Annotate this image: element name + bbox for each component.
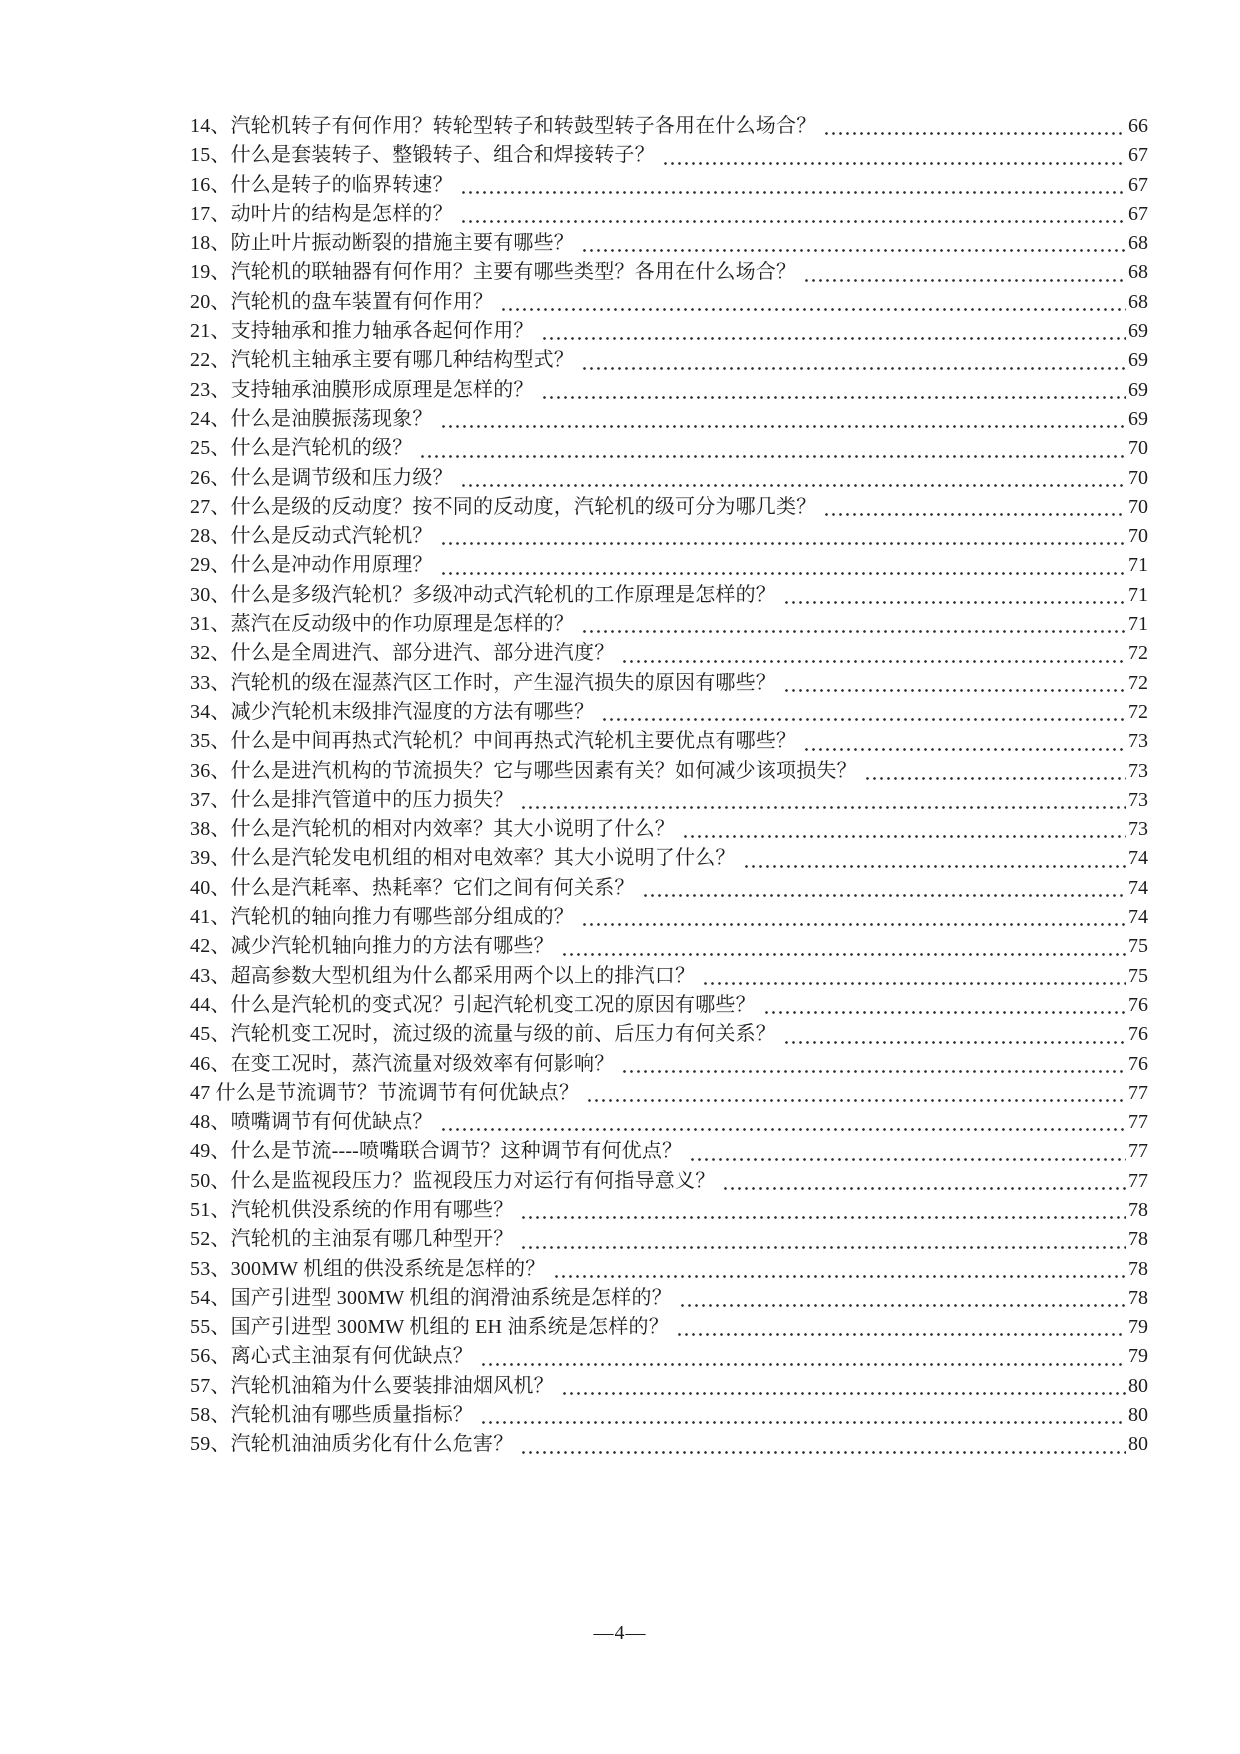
- toc-entry-page: 74: [1128, 906, 1148, 929]
- toc-entry: [190, 669, 1148, 698]
- toc-entry-page: 76: [1128, 1023, 1148, 1046]
- dotted-leader: [520, 805, 1126, 810]
- toc-entry-page: 78: [1128, 1286, 1148, 1309]
- toc-entry: [190, 962, 1148, 991]
- dotted-leader: [419, 454, 1126, 459]
- dotted-leader: [702, 981, 1126, 986]
- dotted-leader: [682, 834, 1126, 839]
- toc-entry: [190, 376, 1148, 405]
- dotted-leader: [581, 248, 1126, 253]
- dotted-leader: [480, 1362, 1126, 1367]
- toc-entry-page: 68: [1128, 261, 1148, 284]
- toc-entry-title: 24、什么是油膜振荡现象？: [190, 407, 433, 430]
- toc-entry-page: 77: [1128, 1111, 1148, 1134]
- toc-entry: [190, 346, 1148, 375]
- dotted-leader: [561, 952, 1126, 957]
- toc-entry: [190, 815, 1148, 844]
- toc-entry-title: 31、蒸汽在反动级中的作功原理是怎样的？: [190, 613, 574, 636]
- toc-entry-title: 14、汽轮机转子有何作用？转轮型转子和转鼓型转子各用在什么场合？: [190, 115, 817, 137]
- toc-entry: [190, 258, 1148, 287]
- toc-entry: [190, 581, 1148, 610]
- dotted-leader: [783, 688, 1126, 693]
- toc-entry: [190, 1313, 1148, 1342]
- toc-entry-page: 71: [1128, 554, 1148, 577]
- toc-entry-title: 23、支持轴承油膜形成原理是怎样的？: [190, 378, 534, 401]
- dotted-leader: [520, 1215, 1126, 1220]
- toc-entry: [190, 405, 1148, 434]
- toc-entry-page: 70: [1128, 466, 1148, 489]
- toc-entry-page: 69: [1128, 407, 1148, 430]
- toc-entry-title: 45、汽轮机变工况时，流过级的流量与级的前、后压力有何关系？: [190, 1023, 776, 1046]
- dotted-leader: [520, 1450, 1126, 1455]
- dotted-leader: [621, 1069, 1126, 1074]
- toc-entry: [190, 874, 1148, 903]
- toc-entry-title: 43、超高参数大型机组为什么都采用两个以上的排汽口？: [190, 964, 696, 987]
- toc-entry-page: 74: [1128, 847, 1148, 870]
- dotted-leader: [642, 893, 1126, 898]
- toc-entry: [190, 522, 1148, 551]
- toc-entry-page: 70: [1128, 495, 1148, 518]
- dotted-leader: [689, 1157, 1126, 1162]
- toc-entry-title: 56、离心式主油泵有何优缺点？: [190, 1345, 473, 1368]
- dotted-leader: [679, 1303, 1126, 1308]
- toc-entry-title: 34、减少汽轮机末级排汽湿度的方法有哪些？: [190, 700, 595, 723]
- toc-entry-page: 74: [1128, 876, 1148, 899]
- toc-entry-title: 19、汽轮机的联轴器有何作用？主要有哪些类型？各用在什么场合？: [190, 261, 797, 284]
- toc-entry: [190, 1079, 1148, 1108]
- toc-entry-title: 54、国产引进型 300MW 机组的润滑油系统是怎样的？: [190, 1286, 672, 1309]
- toc-entry-page: 67: [1128, 144, 1148, 167]
- toc-entry-title: 39、什么是汽轮发电机组的相对电效率？其大小说明了什么？: [190, 847, 736, 870]
- toc-entry: [190, 1050, 1148, 1079]
- dotted-leader: [440, 1127, 1126, 1132]
- toc-entry-page: 67: [1128, 202, 1148, 225]
- dotted-leader: [662, 161, 1126, 166]
- toc-entry: [190, 727, 1148, 756]
- dotted-leader: [581, 922, 1126, 927]
- toc-entry-page: 72: [1128, 642, 1148, 665]
- toc-entry-title: 36、什么是进汽机构的节流损失？它与哪些因素有关？如何减少该项损失？: [190, 759, 857, 782]
- toc-entry-title: 47 什么是节流调节？节流调节有何优缺点？: [190, 1081, 580, 1104]
- toc-entry-title: 29、什么是冲动作用原理？: [190, 554, 433, 577]
- toc-entry-page: 78: [1128, 1228, 1148, 1251]
- dotted-leader: [601, 717, 1126, 722]
- toc-entry: [190, 1137, 1148, 1166]
- toc-entry: [190, 1196, 1148, 1225]
- toc-entry-title: 59、汽轮机油油质劣化有什么危害？: [190, 1433, 514, 1456]
- toc-entry-title: 17、动叶片的结构是怎样的？: [190, 202, 453, 225]
- dotted-leader: [676, 1332, 1126, 1337]
- toc-entry-page: 66: [1128, 115, 1148, 137]
- toc-entry-page: 71: [1128, 583, 1148, 606]
- dotted-leader: [581, 366, 1126, 371]
- toc-entry-page: 78: [1128, 1198, 1148, 1221]
- toc-entry: [190, 141, 1148, 170]
- dotted-leader: [783, 600, 1126, 605]
- dotted-leader: [561, 1391, 1126, 1396]
- toc-entry-page: 67: [1128, 173, 1148, 196]
- toc-entry: [190, 903, 1148, 932]
- dotted-leader: [460, 190, 1126, 195]
- dotted-leader: [541, 395, 1126, 400]
- toc-entry-title: 20、汽轮机的盘车装置有何作用？: [190, 290, 494, 313]
- toc-entry: [190, 1020, 1148, 1049]
- dotted-leader: [460, 219, 1126, 224]
- toc-entry-page: 80: [1128, 1433, 1148, 1456]
- toc-entry-page: 77: [1128, 1081, 1148, 1104]
- toc-entry-title: 40、什么是汽耗率、热耗率？它们之间有何关系？: [190, 876, 635, 899]
- dotted-leader: [541, 336, 1126, 341]
- toc-entry-page: 68: [1128, 290, 1148, 313]
- dotted-leader: [621, 659, 1126, 664]
- toc-entry-page: 72: [1128, 671, 1148, 694]
- dotted-leader: [520, 1245, 1126, 1250]
- dotted-leader: [763, 1010, 1126, 1015]
- toc-entry-title: 21、支持轴承和推力轴承各起何作用？: [190, 320, 534, 343]
- toc-entry: [190, 434, 1148, 463]
- toc-entry: [190, 200, 1148, 229]
- toc-entry: [190, 171, 1148, 200]
- dotted-leader: [553, 1274, 1127, 1279]
- toc-entry-page: 75: [1128, 935, 1148, 958]
- toc-entry-page: 70: [1128, 437, 1148, 460]
- toc-entry-page: 72: [1128, 700, 1148, 723]
- toc-entry-title: 53、300MW 机组的供没系统是怎样的？: [190, 1257, 546, 1280]
- dotted-leader: [581, 629, 1126, 634]
- toc-entry-page: 75: [1128, 964, 1148, 987]
- table-of-contents: [190, 112, 1148, 1460]
- toc-entry-title: 41、汽轮机的轴向推力有哪些部分组成的？: [190, 906, 574, 929]
- toc-entry: [190, 551, 1148, 580]
- toc-entry: [190, 610, 1148, 639]
- toc-entry-page: 77: [1128, 1169, 1148, 1192]
- toc-entry-page: 73: [1128, 730, 1148, 753]
- toc-entry: [190, 229, 1148, 258]
- toc-entry: [190, 786, 1148, 815]
- toc-entry-title: 57、汽轮机油箱为什么要装排油烟风机？: [190, 1374, 554, 1397]
- toc-entry-title: 28、什么是反动式汽轮机？: [190, 525, 433, 548]
- dotted-leader: [864, 776, 1126, 781]
- toc-entry: [190, 1255, 1148, 1284]
- toc-entry-page: 80: [1128, 1374, 1148, 1397]
- dotted-leader: [783, 1040, 1126, 1045]
- dotted-leader: [803, 278, 1126, 283]
- toc-entry-page: 73: [1128, 818, 1148, 841]
- toc-entry-title: 25、什么是汽轮机的级？: [190, 437, 413, 460]
- toc-entry: [190, 493, 1148, 522]
- toc-entry-title: 18、防止叶片振动断裂的措施主要有哪些？: [190, 232, 574, 255]
- toc-entry: [190, 991, 1148, 1020]
- toc-entry-title: 49、什么是节流----喷嘴联合调节？这种调节有何优点？: [190, 1140, 683, 1163]
- toc-entry: [190, 698, 1148, 727]
- toc-entry-title: 52、汽轮机的主油泵有哪几种型开？: [190, 1228, 514, 1251]
- toc-entry: [190, 639, 1148, 668]
- toc-entry-title: 22、汽轮机主轴承主要有哪几种结构型式？: [190, 349, 574, 372]
- toc-entry-page: 76: [1128, 1052, 1148, 1075]
- toc-entry: [190, 288, 1148, 317]
- toc-entry: [190, 1167, 1148, 1196]
- toc-entry: [190, 1108, 1148, 1137]
- toc-entry-page: 73: [1128, 788, 1148, 811]
- toc-entry: [190, 1372, 1148, 1401]
- toc-entry-title: 46、在变工况时，蒸汽流量对级效率有何影响？: [190, 1052, 615, 1075]
- toc-entry-title: 50、什么是监视段压力？监视段压力对运行有何指导意义？: [190, 1169, 716, 1192]
- dotted-leader: [480, 1420, 1126, 1425]
- dotted-leader: [440, 571, 1126, 576]
- toc-entry-page: 69: [1128, 320, 1148, 343]
- dotted-leader: [803, 747, 1126, 752]
- toc-entry-page: 76: [1128, 993, 1148, 1016]
- dotted-leader: [440, 541, 1126, 546]
- toc-entry-title: 48、喷嘴调节有何优缺点？: [190, 1111, 433, 1134]
- toc-entry: [190, 317, 1148, 346]
- toc-entry: [190, 464, 1148, 493]
- toc-entry-page: 79: [1128, 1316, 1148, 1339]
- toc-entry: [190, 757, 1148, 786]
- toc-entry-page: 69: [1128, 349, 1148, 372]
- dotted-leader: [823, 131, 1126, 136]
- toc-entry: [190, 932, 1148, 961]
- toc-entry: [190, 844, 1148, 873]
- toc-entry-title: 27、什么是级的反动度？按不同的反动度，汽轮机的级可分为哪几类？: [190, 495, 817, 518]
- toc-entry-page: 69: [1128, 378, 1148, 401]
- toc-entry-page: 71: [1128, 613, 1148, 636]
- toc-entry-title: 26、什么是调节级和压力级？: [190, 466, 453, 489]
- toc-entry-title: 42、减少汽轮机轴向推力的方法有哪些？: [190, 935, 554, 958]
- toc-entry-title: 30、什么是多级汽轮机？多级冲动式汽轮机的工作原理是怎样的？: [190, 583, 776, 606]
- dotted-leader: [823, 512, 1126, 517]
- toc-entry-title: 16、什么是转子的临界转速？: [190, 173, 453, 196]
- dotted-leader: [500, 307, 1126, 312]
- toc-entry-title: 35、什么是中间再热式汽轮机？中间再热式汽轮机主要优点有哪些？: [190, 730, 797, 753]
- toc-entry: [190, 1342, 1148, 1371]
- toc-entry-title: 44、什么是汽轮机的变式况？引起汽轮机变工况的原因有哪些？: [190, 993, 756, 1016]
- toc-entry-title: 51、汽轮机供没系统的作用有哪些？: [190, 1198, 514, 1221]
- toc-entry-title: 15、什么是套装转子、整锻转子、组合和焊接转子？: [190, 144, 655, 167]
- toc-entry-page: 70: [1128, 525, 1148, 548]
- dotted-leader: [743, 864, 1126, 869]
- toc-entry-title: 55、国产引进型 300MW 机组的 EH 油系统是怎样的？: [190, 1316, 669, 1339]
- dotted-leader: [440, 424, 1126, 429]
- toc-entry: [190, 1401, 1148, 1430]
- dotted-leader: [722, 1186, 1126, 1191]
- toc-entry-title: 37、什么是排汽管道中的压力损失？: [190, 788, 514, 811]
- dotted-leader: [586, 1098, 1126, 1103]
- toc-entry-page: 79: [1128, 1345, 1148, 1368]
- toc-entry: [190, 1430, 1148, 1459]
- toc-entry-page: 78: [1128, 1257, 1148, 1280]
- page-number-footer: —4—: [593, 1622, 647, 1644]
- toc-entry-title: 32、什么是全周进汽、部分进汽、部分进汽度？: [190, 642, 615, 665]
- toc-entry: [190, 1225, 1148, 1254]
- toc-entry: [190, 1284, 1148, 1313]
- dotted-leader: [460, 483, 1126, 488]
- toc-entry-page: 80: [1128, 1404, 1148, 1427]
- toc-entry: [190, 112, 1148, 141]
- toc-entry-page: 68: [1128, 232, 1148, 255]
- toc-entry-page: 77: [1128, 1140, 1148, 1163]
- toc-entry-title: 58、汽轮机油有哪些质量指标？: [190, 1404, 473, 1427]
- toc-entry-title: 38、什么是汽轮机的相对内效率？其大小说明了什么？: [190, 818, 675, 841]
- toc-entry-title: 33、汽轮机的级在湿蒸汽区工作时，产生湿汽损失的原因有哪些？: [190, 671, 776, 694]
- toc-entry-page: 73: [1128, 759, 1148, 782]
